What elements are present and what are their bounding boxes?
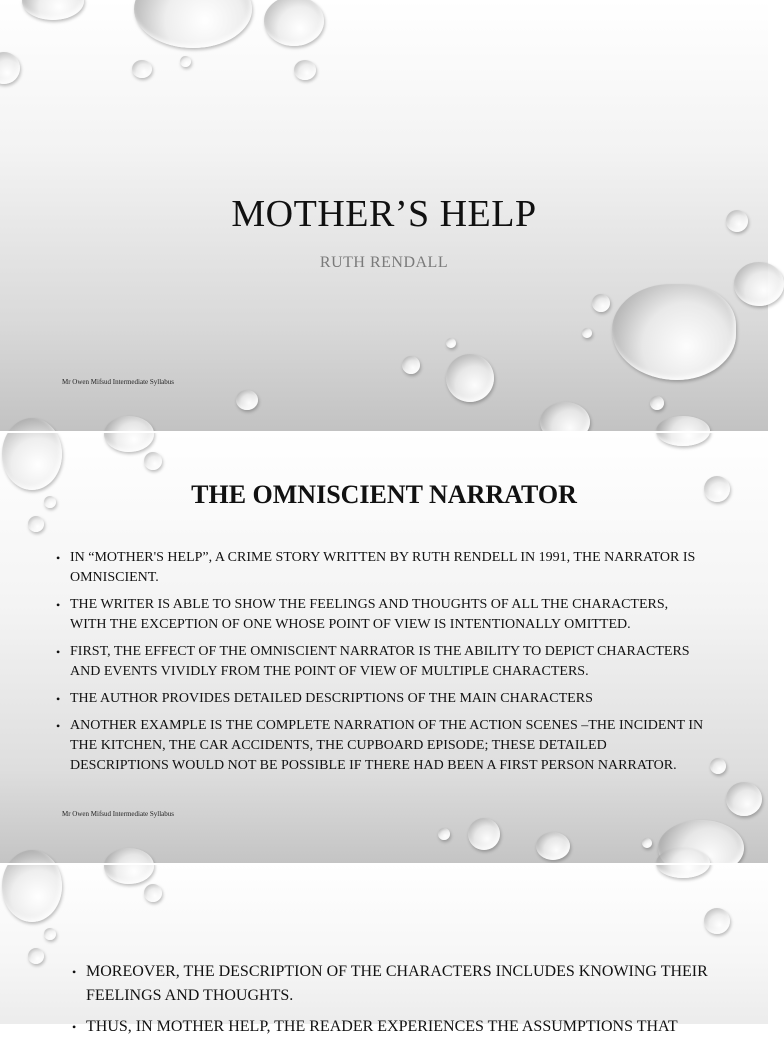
water-drop-icon <box>536 832 570 860</box>
water-drop-icon <box>104 848 154 884</box>
water-drop-icon <box>236 390 258 410</box>
title-slide <box>0 0 768 432</box>
bullet-item: • IN “MOTHER'S HELP”, A CRIME STORY WRITTEN BY RUTH RENDELL IN 1991, THE NARRATOR IS OMNISCIENT. <box>56 550 696 585</box>
water-drop-icon <box>132 60 152 78</box>
bullet-item: • ANOTHER EXAMPLE IS THE COMPLETE NARRATION OF THE ACTION SCENES –THE INCIDENT IN THE KITCHEN, THE CAR ACCIDENTS, THE CUPBOARD EPISODE; THESE DETAILED DESCRIPTIONS WOULD NOT BE POSSIBLE IF THERE HAD BEEN A FIRST PERSON NARRATOR. <box>56 718 704 773</box>
bullet-item: • FIRST, THE EFFECT OF THE OMNISCIENT NARRATOR IS THE ABILITY TO DEPICT CHARACTERS AND EVENTS VIVIDLY FROM THE POINT OF VIEW OF MULTIPLE CHARACTERS. <box>56 644 690 679</box>
water-drop-icon <box>468 818 500 850</box>
water-drop-icon <box>592 294 610 312</box>
bullet-icon: • <box>56 719 61 733</box>
water-drop-icon <box>704 908 730 934</box>
content-slide <box>0 432 768 864</box>
water-drop-icon <box>264 0 324 46</box>
water-drop-icon <box>44 928 56 940</box>
water-drop-icon <box>726 782 762 816</box>
bullet-list <box>72 960 732 1046</box>
water-drop-icon <box>28 948 44 964</box>
slide-title: MOTHER’S HELP <box>231 193 537 235</box>
water-drop-icon <box>446 354 494 402</box>
bullet-item: • THE AUTHOR PROVIDES DETAILED DESCRIPTIONS OF THE MAIN CHARACTERS <box>56 689 706 709</box>
bullet-icon: • <box>72 1020 77 1034</box>
water-drop-icon <box>134 0 252 48</box>
bullet-icon: • <box>56 692 61 706</box>
water-drop-icon <box>294 60 316 80</box>
bullet-icon: • <box>56 645 61 659</box>
water-drop-icon <box>180 56 191 67</box>
slide-footer: Mr Owen Mifsud Intermediate Syllabus <box>62 810 174 818</box>
water-drop-icon <box>710 758 726 774</box>
slide-subtitle: RUTH RENDALL <box>319 254 449 271</box>
water-drop-icon <box>402 356 420 374</box>
water-drop-icon <box>104 416 154 452</box>
water-drop-icon <box>144 884 162 902</box>
water-drop-icon <box>650 396 664 410</box>
water-drop-icon <box>28 516 44 532</box>
bullet-icon: • <box>72 965 77 979</box>
water-drop-icon <box>582 328 592 338</box>
water-drop-icon <box>2 850 62 922</box>
bullet-item: • THUS, IN MOTHER HELP, THE READER EXPERIENCES THE ASSUMPTIONS THAT <box>72 1015 732 1039</box>
water-drop-icon <box>446 338 456 348</box>
water-drop-icon <box>22 0 84 20</box>
bullet-list <box>56 548 706 783</box>
slide-divider <box>0 863 768 865</box>
bullet-icon: • <box>56 598 61 612</box>
bullet-item: • MOREOVER, THE DESCRIPTION OF THE CHARACTERS INCLUDES KNOWING THEIR FEELINGS AND THOUGHTS. <box>72 960 732 1008</box>
content-slide <box>0 864 768 1035</box>
slide-divider <box>0 431 768 433</box>
water-drop-icon <box>438 828 450 840</box>
water-drop-icon <box>612 284 736 380</box>
bullet-icon: • <box>56 551 61 565</box>
water-drop-icon <box>642 838 652 848</box>
bullet-item: • THE WRITER IS ABLE TO SHOW THE FEELINGS AND THOUGHTS OF ALL THE CHARACTERS, WITH THE EXCEPTION OF ONE WHOSE POINT OF VIEW IS INTENTIONALLY OMITTED. <box>56 597 669 632</box>
slide-title: THE OMNISCIENT NARRATOR <box>191 480 577 509</box>
water-drop-icon <box>0 52 20 84</box>
slide-footer: Mr Owen Mifsud Intermediate Syllabus <box>62 378 174 386</box>
water-drop-icon <box>144 452 162 470</box>
